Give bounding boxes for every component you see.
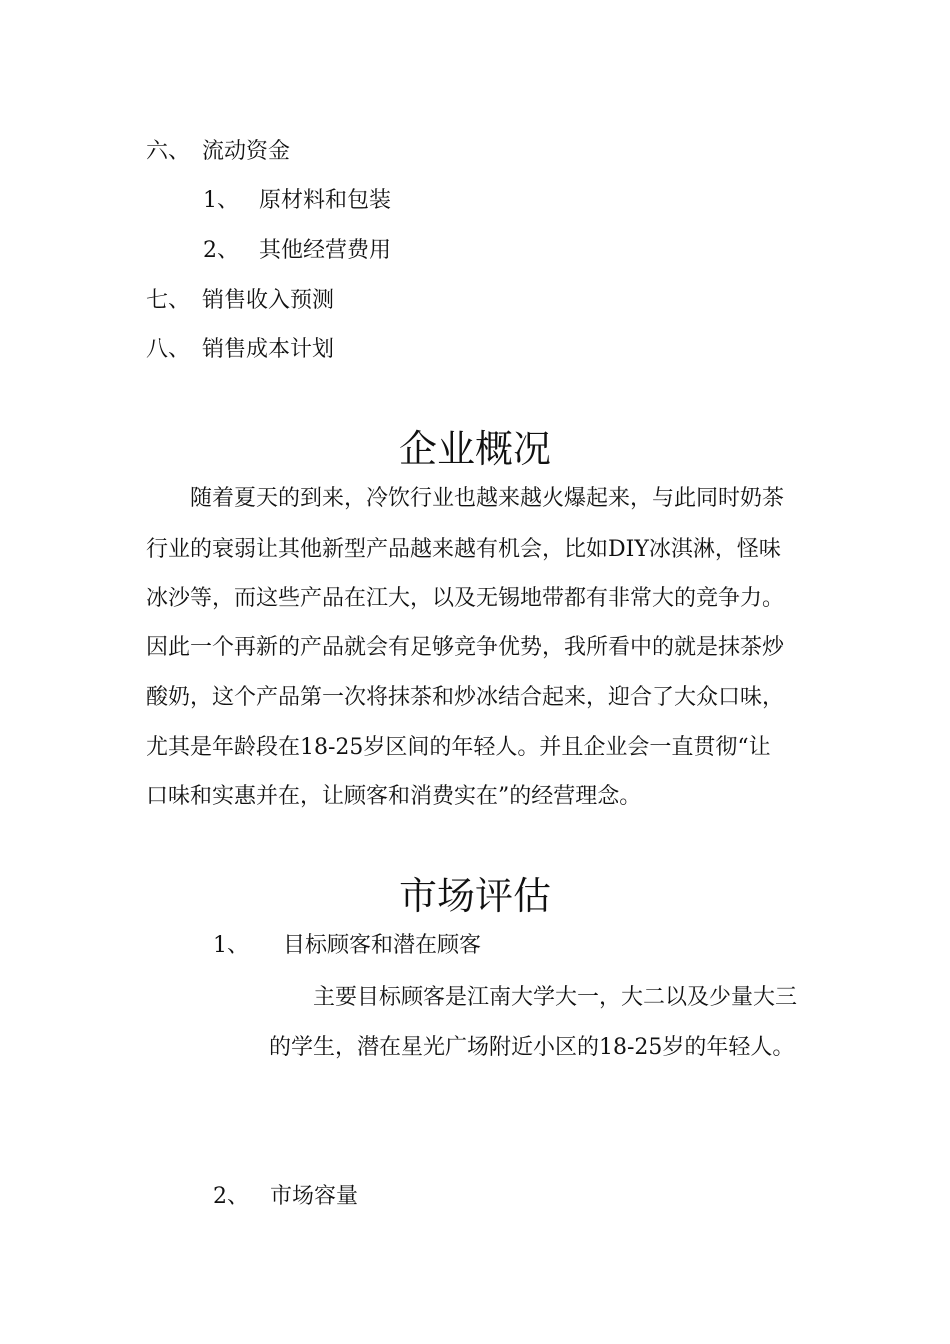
outline-number: 2、	[203, 238, 239, 263]
market-item-text: 市场容量	[270, 1184, 359, 1209]
outline-subitem-1	[203, 186, 391, 216]
outline-text: 销售成本计划	[202, 337, 335, 362]
company-line-5: 酸奶，这个产品第一次将抹茶和炒冰结合起来，迎合了大众口味，	[146, 685, 785, 710]
outline-item-8	[146, 335, 334, 365]
outline-text: 其他经营费用	[259, 238, 392, 263]
company-line-6: 尤其是年龄段在18-25岁区间的年轻人。并且企业会一直贯彻“让	[146, 735, 771, 760]
market-item-1	[213, 931, 481, 961]
company-line-1: 随着夏天的到来，冷饮行业也越来越火爆起来，与此同时奶茶	[190, 486, 785, 511]
outline-number: 六、	[146, 139, 191, 164]
company-line-4: 因此一个再新的产品就会有足够竞争优势，我所看中的就是抹茶炒	[146, 635, 785, 660]
outline-item-7	[146, 286, 334, 316]
outline-subitem-2	[203, 236, 391, 266]
outline-text: 销售收入预测	[202, 288, 335, 313]
market-item-number: 2、	[213, 1184, 249, 1209]
company-line-2: 行业的衰弱让其他新型产品越来越有机会，比如DIY冰淇淋，怪味	[146, 537, 781, 562]
outline-number: 八、	[146, 337, 191, 362]
company-line-3: 冰沙等，而这些产品在江大，以及无锡地带都有非常大的竞争力。	[146, 586, 785, 611]
company-line-7: 口味和实惠并在，让顾客和消费实在”的经营理念。	[146, 784, 642, 809]
company-heading: 企业概况	[398, 427, 551, 471]
outline-item-6	[146, 137, 290, 167]
outline-text: 流动资金	[202, 139, 291, 164]
outline-text: 原材料和包装	[259, 188, 392, 213]
market-item-text: 目标顾客和潜在顾客	[283, 933, 482, 958]
market-heading: 市场评估	[398, 874, 551, 918]
outline-number: 1、	[203, 188, 239, 213]
outline-number: 七、	[146, 288, 191, 313]
market-item-1-line-1: 主要目标顾客是江南大学大一，大二以及少量大三	[313, 985, 798, 1010]
market-item-number: 1、	[213, 933, 249, 958]
market-item-2	[213, 1182, 358, 1212]
market-item-1-line-2: 的学生，潜在星光广场附近小区的18-25岁的年轻人。	[269, 1035, 795, 1060]
